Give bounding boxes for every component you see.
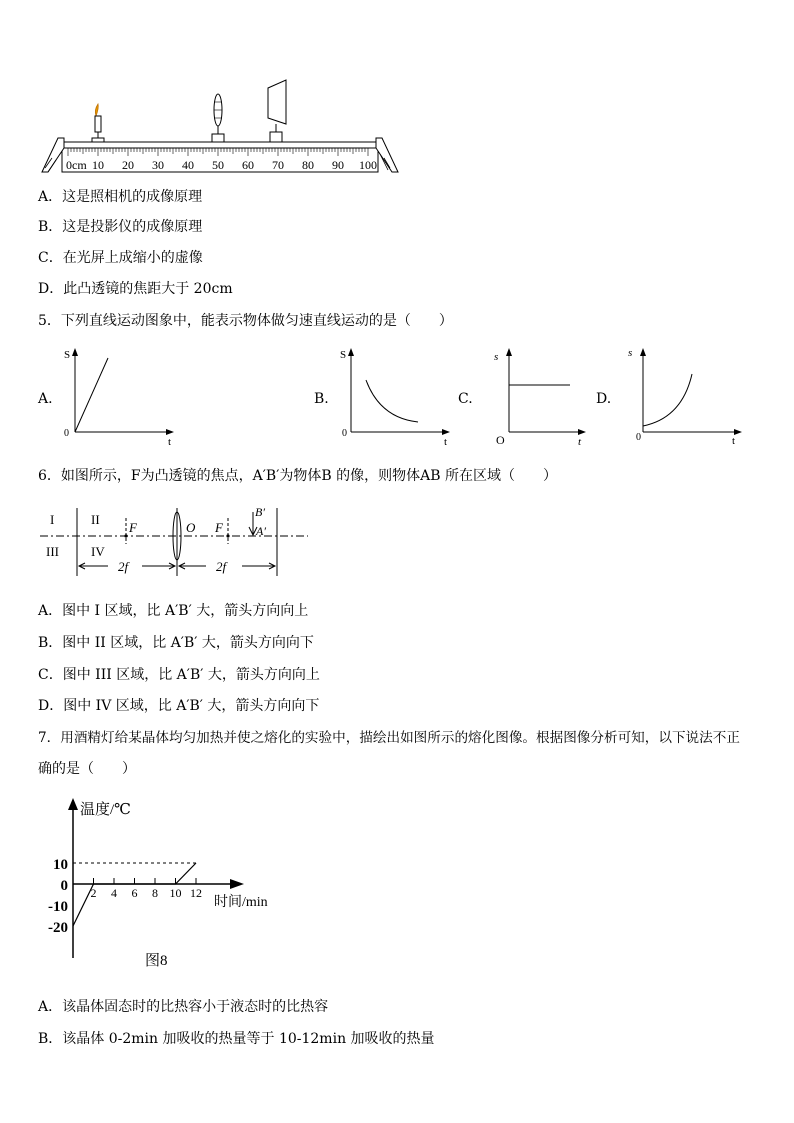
bench-tick-label: 40 bbox=[182, 158, 194, 172]
q5-graph-c bbox=[490, 344, 590, 448]
bench-tick-label: 20 bbox=[122, 158, 134, 172]
q5-a-x-label: t bbox=[168, 436, 172, 448]
x-tick-label: 4 bbox=[111, 886, 117, 900]
bench-tick-label: 30 bbox=[152, 158, 164, 172]
region-1-label: I bbox=[50, 512, 55, 527]
focus-left-label: F bbox=[129, 520, 137, 535]
q5-b-x-label: t bbox=[444, 436, 448, 448]
q7-x-axis-label: 时间/min bbox=[214, 895, 268, 910]
x-tick-label: 10 bbox=[169, 886, 182, 900]
bench-tick-label: 70 bbox=[272, 158, 284, 172]
q4-option-b: B．这是投影仪的成像原理 bbox=[38, 219, 203, 235]
q7-option-a: A．该晶体固态时的比热容小于液态时的比热容 bbox=[38, 999, 329, 1015]
region-3-label: III bbox=[46, 544, 59, 559]
q4-option-c: C．在光屏上成缩小的虚像 bbox=[38, 250, 203, 266]
q7-y-axis-label: 温度/℃ bbox=[80, 802, 131, 818]
q6-option-a: A．图中 I 区域，比 A′B′ 大，箭头方向向上 bbox=[38, 603, 309, 619]
y-tick-label: 0 bbox=[60, 878, 68, 894]
screen-icon bbox=[268, 80, 286, 144]
region-2-label: II bbox=[91, 512, 100, 527]
q5-b-y-label: S bbox=[340, 349, 347, 361]
q5-c-origin: O bbox=[496, 433, 505, 447]
q7-stem-line1: 7．用酒精灯给某晶体均匀加热并使之熔化的实验中，描绘出如图所示的熔化图像。根据图像分析可知，以下说法不正 bbox=[38, 730, 740, 746]
x-tick-label: 12 bbox=[190, 886, 202, 900]
x-tick-label: 2 bbox=[90, 886, 97, 900]
x-tick-label: 6 bbox=[131, 886, 138, 900]
q4-option-d: D．此凸透镜的焦距大于 20cm bbox=[38, 281, 233, 297]
q5-c-y-label: s bbox=[494, 351, 499, 363]
q5-graph-b bbox=[336, 344, 456, 448]
q5-graph-d-label: D. bbox=[596, 391, 612, 407]
q7-figure-caption: 图8 bbox=[145, 953, 168, 969]
q5-graph-a-label: A. bbox=[38, 391, 53, 407]
lens-icon bbox=[212, 94, 224, 144]
q5-stem: 5．下列直线运动图象中，能表示物体做匀速直线运动的是（ ） bbox=[38, 313, 453, 329]
focus-right-label: F bbox=[215, 520, 223, 535]
bench-tick-label: 50 bbox=[212, 158, 224, 172]
y-tick-label: -10 bbox=[48, 899, 68, 915]
q5-b-origin: 0 bbox=[342, 428, 347, 439]
bench-tick-label: 0cm bbox=[66, 158, 87, 172]
q5-c-x-label: t bbox=[578, 436, 582, 448]
image-top-label: B′ bbox=[255, 505, 265, 519]
q6-option-b: B．图中 II 区域，比 A′B′ 大，箭头方向向下 bbox=[38, 635, 314, 651]
lens-center-label: O bbox=[186, 520, 196, 535]
q6-stem: 6．如图所示，F为凸透镜的焦点，A′B′为物体B 的像，则物体AB 所在区域（ ） bbox=[38, 468, 557, 484]
optical-bench-figure bbox=[40, 78, 400, 178]
y-tick-label: -20 bbox=[48, 920, 68, 936]
q7-melting-graph bbox=[30, 792, 290, 972]
q5-graph-b-label: B. bbox=[314, 391, 329, 407]
q6-lens-diagram bbox=[36, 500, 326, 582]
q5-graph-d bbox=[624, 344, 748, 448]
q6-option-d: D．图中 IV 区域，比 A′B′ 大，箭头方向向下 bbox=[38, 698, 320, 714]
bench-tick-label: 100 bbox=[359, 158, 377, 172]
q5-a-y-label: S bbox=[64, 349, 71, 361]
bench-tick-label: 60 bbox=[242, 158, 254, 172]
y-tick-label: 10 bbox=[53, 857, 68, 873]
q5-d-x-label: t bbox=[732, 435, 736, 447]
q7-stem-line2: 确的是（ ） bbox=[38, 761, 136, 777]
q5-graph-a bbox=[60, 344, 180, 448]
q5-d-y-label: s bbox=[628, 347, 633, 359]
q6-option-c: C．图中 III 区域，比 A′B′ 大，箭头方向向上 bbox=[38, 667, 320, 683]
x-tick-label: 8 bbox=[152, 886, 158, 900]
dist-left-label: 2f bbox=[118, 559, 129, 574]
bench-tick-label: 10 bbox=[92, 158, 104, 172]
bench-tick-label: 80 bbox=[302, 158, 314, 172]
q4-option-a: A．这是照相机的成像原理 bbox=[38, 189, 203, 205]
q5-d-origin: 0 bbox=[636, 432, 641, 443]
q7-option-b: B．该晶体 0-2min 加吸收的热量等于 10-12min 加吸收的热量 bbox=[38, 1031, 435, 1047]
region-4-label: IV bbox=[91, 544, 105, 559]
bench-tick-label: 90 bbox=[332, 158, 344, 172]
q5-graph-c-label: C. bbox=[458, 391, 473, 407]
image-bottom-label: A′ bbox=[256, 524, 266, 538]
q5-a-origin: 0 bbox=[64, 428, 69, 439]
candle-icon bbox=[92, 104, 104, 144]
dist-right-label: 2f bbox=[216, 559, 227, 574]
